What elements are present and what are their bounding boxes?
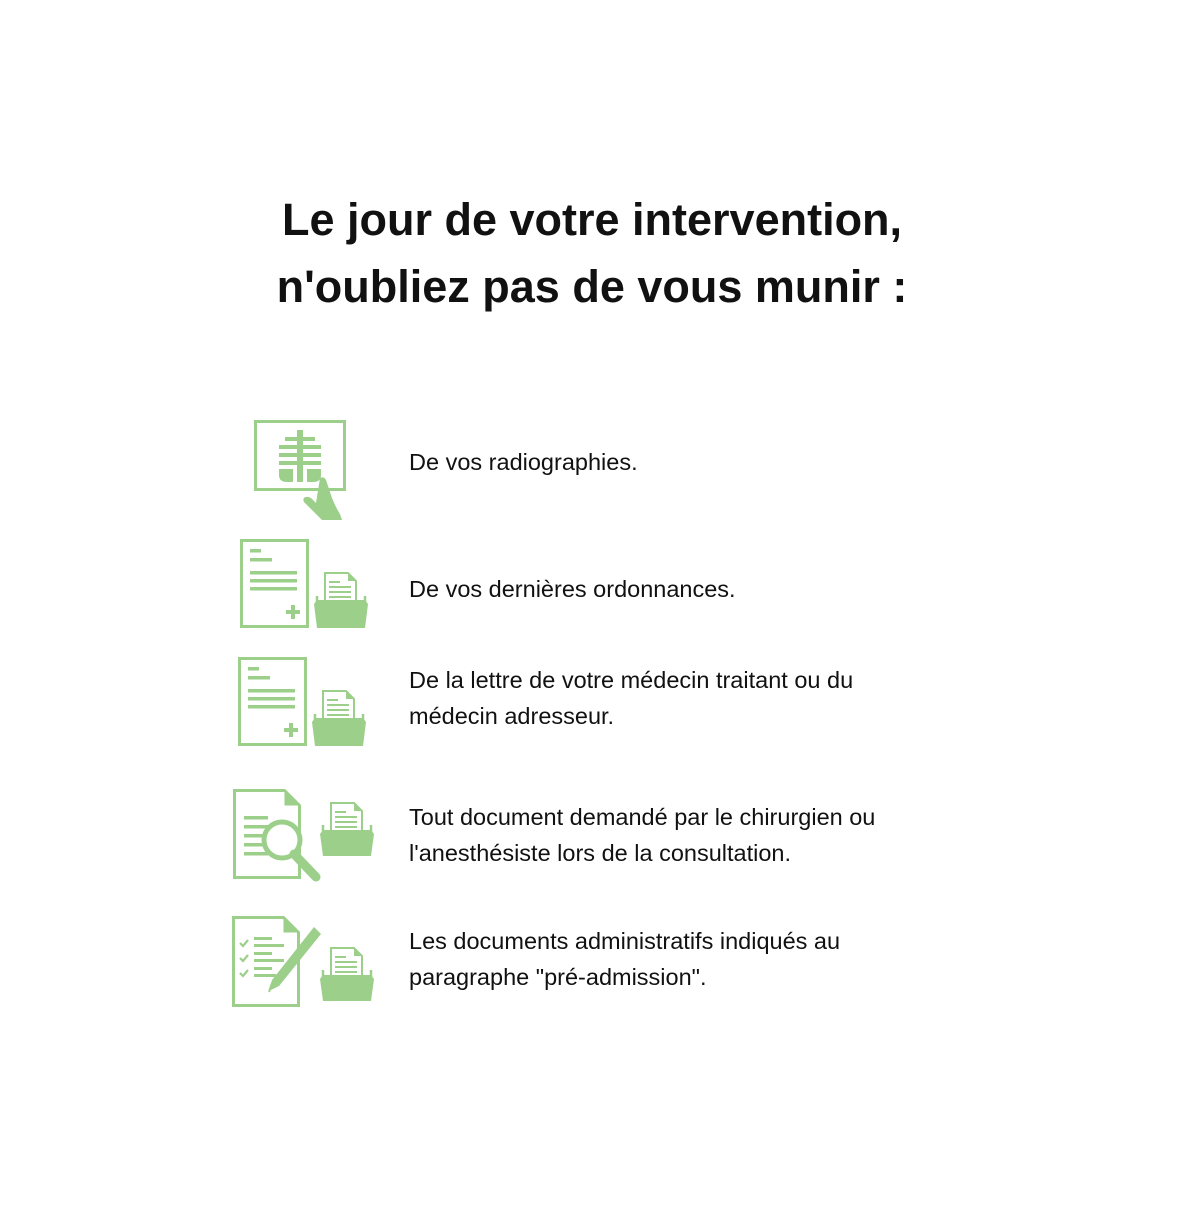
document-search-folder-icon bbox=[230, 787, 378, 885]
letter-folder-icon bbox=[236, 656, 370, 748]
item-radiographies bbox=[409, 444, 969, 480]
item-text-line: médecin adresseur. bbox=[409, 703, 615, 729]
item-text-line: De vos dernières ordonnances. bbox=[409, 576, 736, 602]
item-text-line: l'anesthésiste lors de la consultation. bbox=[409, 840, 792, 866]
item-text-line: De la lettre de votre médecin traitant ou du bbox=[409, 667, 854, 693]
item-text-line: Tout document demandé par le chirurgien ou bbox=[409, 804, 876, 830]
xray-hand-icon bbox=[250, 418, 350, 524]
item-ordonnances bbox=[409, 571, 969, 607]
item-lettre-medecin bbox=[409, 662, 969, 734]
item-document-demande bbox=[409, 799, 969, 871]
checklist-pen-folder-icon bbox=[230, 914, 378, 1010]
prescription-folder-icon bbox=[238, 538, 372, 630]
item-text-line: Les documents administratifs indiqués au bbox=[409, 928, 841, 954]
item-text-line: paragraphe "pré-admission". bbox=[409, 964, 707, 990]
title-line-1: Le jour de votre intervention, bbox=[281, 194, 903, 245]
title-line-2: n'oubliez pas de vous munir : bbox=[276, 261, 908, 312]
page-title bbox=[150, 186, 1034, 320]
item-documents-administratifs bbox=[409, 923, 969, 995]
item-text-line: De vos radiographies. bbox=[409, 449, 638, 475]
